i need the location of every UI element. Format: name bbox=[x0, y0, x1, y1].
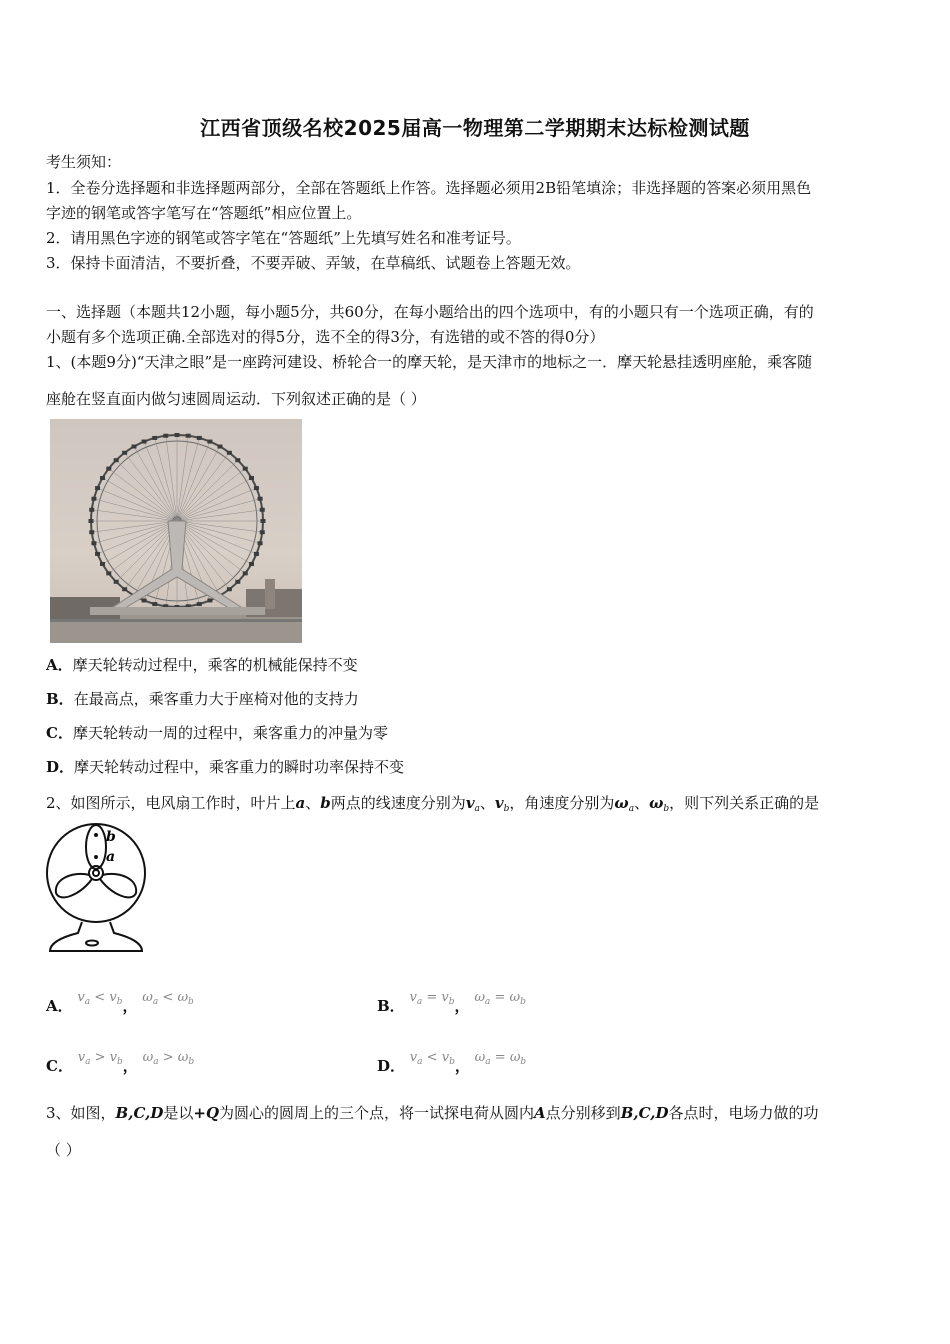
q1-stem-line1: 1、(本题9分)“天津之眼”是一座跨河建设、桥轮合一的摩天轮，是天津市的地标之一．摩天轮悬挂透明座舱，乘客随 bbox=[46, 353, 813, 371]
notice-item-1-cont: 字迹的钢笔或答字笔写在“答题纸”相应位置上。 bbox=[46, 204, 362, 222]
section-heading-line2: 小题有多个选项正确.全部选对的得5分，选不全的得3分，有选错的或不答的得0分） bbox=[46, 328, 605, 346]
q2-option-a: A． $v_a < v_b$， $\omega_a < \omega_b$ bbox=[46, 990, 194, 1015]
q1-stem-line2: 座舱在竖直面内做匀速圆周运动．下列叙述正确的是（ ） bbox=[46, 390, 426, 408]
q2-option-c: C． $v_a > v_b$， $\omega_a > \omega_b$ bbox=[46, 1050, 195, 1075]
ferris-wheel-photo bbox=[50, 419, 302, 643]
page-title: 江西省顶级名校2025届高一物理第二学期期末达标检测试题 bbox=[200, 116, 750, 140]
q1-option-a: A．摩天轮转动过程中，乘客的机械能保持不变 bbox=[46, 656, 358, 674]
notice-item-1: 1．全卷分选择题和非选择题两部分，全部在答题纸上作答。选择题必须用2B铅笔填涂；非选择题的答案必须用黑色 bbox=[46, 179, 812, 197]
q3-stem-line2: （ ） bbox=[46, 1141, 81, 1159]
q1-option-c: C．摩天轮转动一周的过程中，乘客重力的冲量为零 bbox=[46, 724, 388, 742]
q2-option-d: D． $v_a < v_b$， $\omega_a = \omega_b$ bbox=[377, 1050, 527, 1075]
section-heading-line1: 一、选择题（本题共12小题，每小题5分，共60分，在每小题给出的四个选项中，有的小题只有一个选项正确，有的 bbox=[46, 303, 814, 321]
fan-label-a: a bbox=[106, 849, 116, 865]
q1-option-d: D．摩天轮转动过程中，乘客重力的瞬时功率保持不变 bbox=[46, 758, 405, 776]
q2-option-b: B． $v_a = v_b$， $\omega_a = \omega_b$ bbox=[377, 990, 526, 1015]
q1-option-b: B．在最高点，乘客重力大于座椅对他的支持力 bbox=[46, 690, 359, 708]
q3-stem-line1: 3、如图，B,C,D是以+Q为圆心的圆周上的三个点，将一试探电荷从圆内A点分别移到B,C,D各点时，电场力做的功 bbox=[46, 1104, 819, 1122]
electric-fan-diagram bbox=[42, 823, 154, 955]
q2-stem: 2、如图所示，电风扇工作时，叶片上a、b两点的线速度分别为$v_a$、$v_b$，角速度分别为$\omega_a$、$\omega_b$，则下列关系正确的是 bbox=[46, 794, 820, 814]
fan-label-b: b bbox=[106, 829, 116, 845]
notice-item-3: 3．保持卡面清洁，不要折叠，不要弄破、弄皱，在草稿纸、试题卷上答题无效。 bbox=[46, 254, 581, 272]
notice-heading: 考生须知： bbox=[46, 153, 122, 171]
notice-item-2: 2．请用黑色字迹的钢笔或答字笔在“答题纸”上先填写姓名和准考证号。 bbox=[46, 229, 521, 247]
